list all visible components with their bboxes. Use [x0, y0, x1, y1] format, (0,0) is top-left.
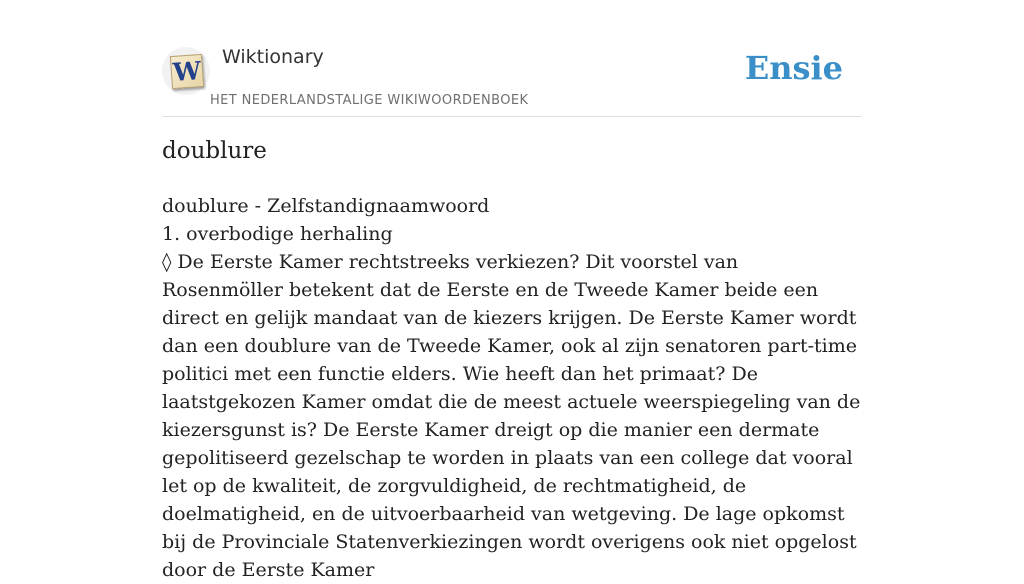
site-name-link[interactable]: Wiktionary — [222, 46, 324, 68]
entry-content — [162, 192, 862, 584]
logo-tile — [170, 54, 204, 89]
page-title: doublure — [162, 138, 267, 164]
wiktionary-logo-icon[interactable] — [162, 47, 210, 95]
entry-example: ◊ De Eerste Kamer rechtstreeks verkiezen? Dit voorstel van Rosenmöller betekent dat de Eerste en de Tweede Kamer beide een direct en gelijk mandaat van de kiezers krijgen. De Eerste Kamer wordt dan een doublure van de Tweede Kamer, ook al zijn senatoren part-time politici met een functie elders. Wie heeft dan het primaat? De laatstgekozen Kamer omdat die de meest actuele weerspiegeling van de kiezersgunst is? De Eerste Kamer dreigt op die manier een dermate gepolitiseerd gezelschap te worden in plaats van een college dat vooral let op de kwaliteit, de zorgvuldigheid, de rechtmatigheid, de doelmatigheid, en de uitvoerbaarheid van wetgeving. De lage opkomst bij de Provinciale Statenverkiezingen wordt overigens ook niet opgelost door de Eerste Kamer — [162, 251, 861, 581]
logo-letter: W — [171, 56, 203, 87]
ensie-brand-link[interactable]: Ensie — [744, 49, 843, 87]
site-tagline: HET NEDERLANDSTALIGE WIKIWOORDENBOEK — [210, 93, 529, 108]
site-header — [162, 0, 862, 117]
entry-heading: doublure - Zelfstandignaamwoord — [162, 195, 490, 217]
entry-definition: 1. overbodige herhaling — [162, 223, 393, 245]
